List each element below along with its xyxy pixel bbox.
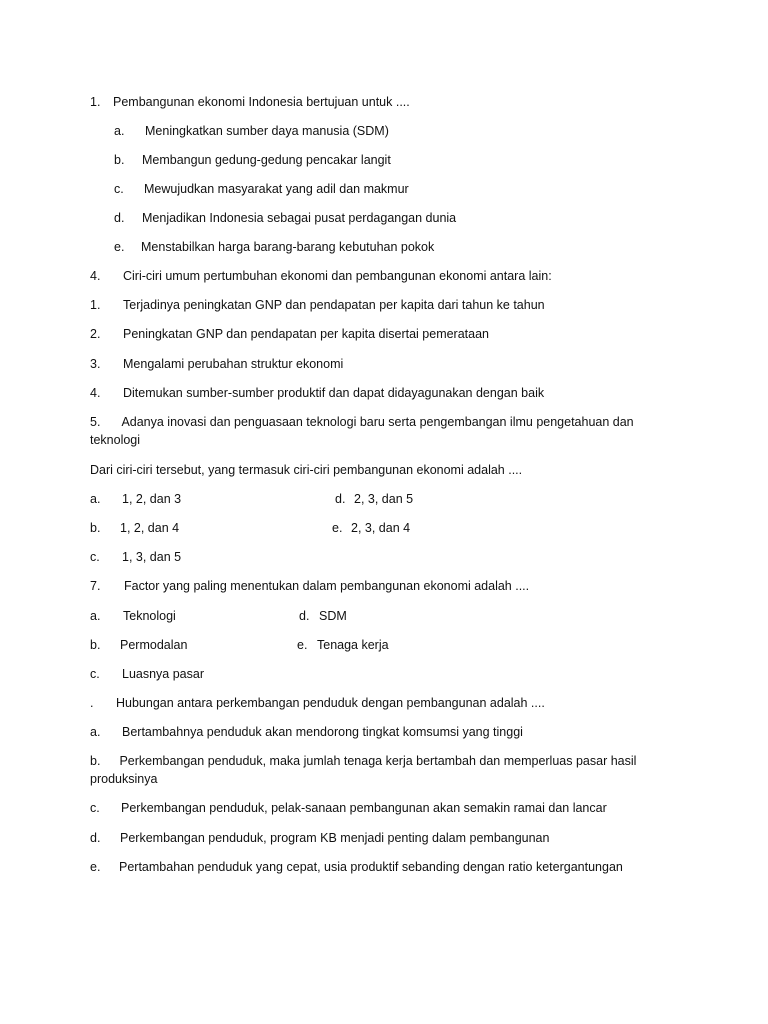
- option-letter: b.: [90, 638, 101, 652]
- option-letter: c.: [90, 801, 100, 815]
- question-number: .: [90, 696, 94, 710]
- option-text: 1, 2, dan 3: [122, 492, 182, 506]
- question-text: Ciri-ciri umum pertumbuhan ekonomi dan pembangunan ekonomi antara lain:: [123, 269, 552, 283]
- option-letter: e.: [90, 860, 101, 874]
- question-number: 4.: [90, 269, 101, 283]
- option-text: 1, 2, dan 4: [120, 521, 180, 535]
- option-text: Perkembangan penduduk, maka jumlah tenaga kerja bertambah dan memperluas pasar hasil produksinya: [90, 754, 637, 786]
- option-letter: c.: [114, 182, 124, 196]
- option-text: Mewujudkan masyarakat yang adil dan makmur: [144, 182, 409, 196]
- item-text: Peningkatan GNP dan pendapatan per kapita disertai pemerataan: [123, 327, 489, 341]
- option-text: Membangun gedung-gedung pencakar langit: [142, 153, 391, 167]
- option-text: Menstabilkan harga barang-barang kebutuhan pokok: [141, 240, 435, 254]
- option-letter: b.: [114, 153, 125, 167]
- option-text: Perkembangan penduduk, program KB menjadi penting dalam pembangunan: [120, 831, 550, 845]
- option-text: SDM: [319, 609, 347, 623]
- item-number: 4.: [90, 386, 101, 400]
- item-number: 1.: [90, 298, 101, 312]
- option-text: Tenaga kerja: [317, 638, 389, 652]
- option-text: Meningkatkan sumber daya manusia (SDM): [145, 124, 389, 138]
- item-number: 5.: [90, 415, 101, 429]
- option-letter: a.: [90, 492, 101, 506]
- option-letter: d.: [299, 609, 310, 623]
- option-text: Bertambahnya penduduk akan mendorong tingkat komsumsi yang tinggi: [122, 725, 523, 739]
- question-text: Hubungan antara perkembangan penduduk dengan pembangunan adalah ....: [116, 696, 545, 710]
- option-text: Teknologi: [123, 609, 176, 623]
- option-letter: e.: [297, 638, 308, 652]
- item-number: 2.: [90, 327, 101, 341]
- question-prompt: Dari ciri-ciri tersebut, yang termasuk ciri-ciri pembangunan ekonomi adalah ....: [90, 463, 523, 477]
- option-letter: d.: [335, 492, 346, 506]
- question-text: Pembangunan ekonomi Indonesia bertujuan untuk ....: [113, 95, 410, 109]
- option-text: Pertambahan penduduk yang cepat, usia produktif sebanding dengan ratio ketergantungan: [119, 860, 623, 874]
- option-text: Perkembangan penduduk, pelak-sanaan pembangunan akan semakin ramai dan lancar: [121, 801, 607, 815]
- option-b: [90, 752, 650, 788]
- list-item: [90, 413, 650, 449]
- option-letter: a.: [90, 609, 101, 623]
- option-text: 2, 3, dan 4: [351, 521, 411, 535]
- option-letter: c.: [90, 667, 100, 681]
- option-letter: a.: [90, 725, 101, 739]
- option-letter: e.: [332, 521, 343, 535]
- option-text: Menjadikan Indonesia sebagai pusat perdagangan dunia: [142, 211, 457, 225]
- item-text: Terjadinya peningkatan GNP dan pendapatan per kapita dari tahun ke tahun: [123, 298, 545, 312]
- option-letter: b.: [90, 521, 101, 535]
- option-letter: a.: [114, 124, 125, 138]
- option-letter: e.: [114, 240, 125, 254]
- option-letter: c.: [90, 550, 100, 564]
- item-text: Adanya inovasi dan penguasaan teknologi baru serta pengembangan ilmu pengetahuan dan teknologi: [90, 415, 634, 447]
- question-text: Factor yang paling menentukan dalam pembangunan ekonomi adalah ....: [124, 579, 530, 593]
- item-number: 3.: [90, 357, 101, 371]
- option-text: 2, 3, dan 5: [354, 492, 414, 506]
- question-number: 1.: [90, 95, 101, 109]
- option-letter: b.: [90, 754, 101, 768]
- item-text: Ditemukan sumber-sumber produktif dan dapat didayagunakan dengan baik: [123, 386, 545, 400]
- option-text: Luasnya pasar: [122, 667, 205, 681]
- option-text: 1, 3, dan 5: [122, 550, 182, 564]
- option-letter: d.: [114, 211, 125, 225]
- option-text: Permodalan: [120, 638, 188, 652]
- question-number: 7.: [90, 579, 101, 593]
- item-text: Mengalami perubahan struktur ekonomi: [123, 357, 344, 371]
- option-letter: d.: [90, 831, 101, 845]
